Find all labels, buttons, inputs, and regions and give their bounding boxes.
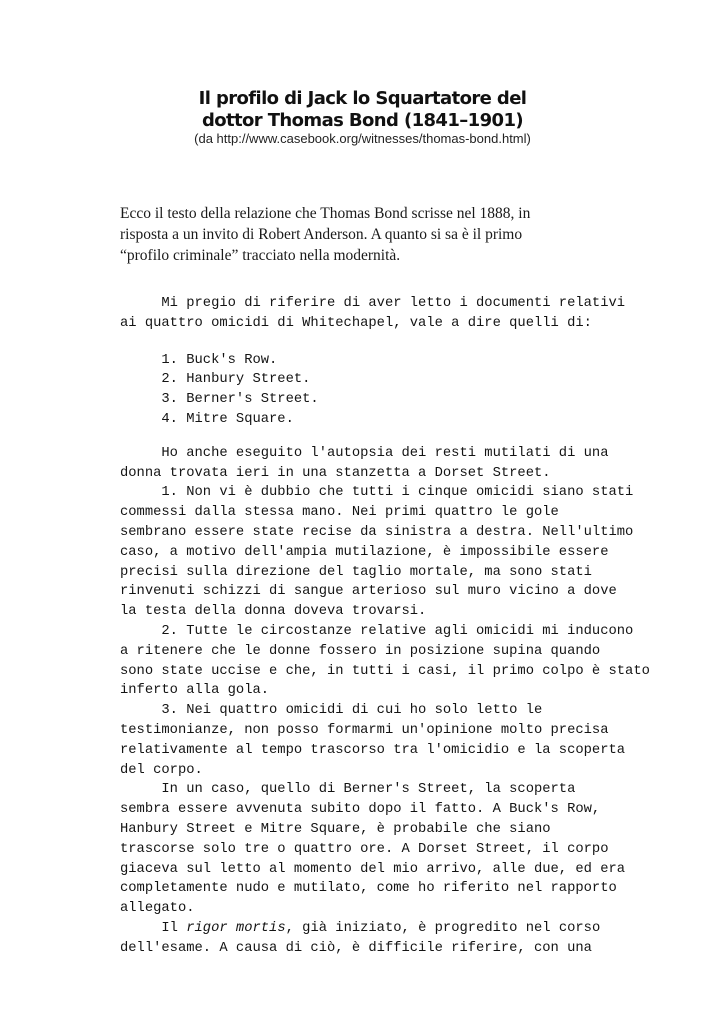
report-line: Mi pregio di riferire di aver letto i documenti relativi <box>120 296 626 311</box>
report-line: ai quattro omicidi di Whitechapel, vale a dire quelli di: <box>120 315 592 331</box>
report-line: testimonianze, non posso formarmi un'opinione molto precisa <box>120 722 609 738</box>
report-line: del corpo. <box>120 762 203 778</box>
report-line: 1. Non vi è dubbio che tutti i cinque omicidi siano stati <box>120 485 634 501</box>
report-line: sono state uccise e che, in tutti i casi, il primo colpo è stato <box>120 663 650 679</box>
report-line: sembra essere avvenuta subito dopo il fatto. A Buck's Row, <box>120 802 601 818</box>
location-list-item: 3. Berner's Street. <box>120 392 319 408</box>
report-line: giaceva sul letto al momento del mio arrivo, alle due, ed era <box>120 861 626 877</box>
report-line: 3. Nei quattro omicidi di cui ho solo letto le <box>120 703 543 719</box>
report-line: relativamente al tempo trascorso tra l'omicidio e la scoperta <box>120 742 626 758</box>
report-line: In un caso, quello di Berner's Street, la scoperta <box>120 782 576 798</box>
location-list-item: 4. Mitre Square. <box>120 411 294 427</box>
source-citation: (da http://www.casebook.org/witnesses/thomas-bond.html) <box>194 131 531 146</box>
document-title-line-1: Il profilo di Jack lo Squartatore del <box>198 88 527 109</box>
report-line: a ritenere che le donne fossero in posizione supina quando <box>120 643 601 659</box>
report-line: caso, a motivo dell'ampia mutilazione, è impossibile essere <box>120 544 609 560</box>
report-line: la testa della donna doveva trovarsi. <box>120 604 427 620</box>
report-line: completamente nudo e mutilato, come ho riferito nel rapporto <box>120 881 617 897</box>
report-line: inferto alla gola. <box>120 683 270 699</box>
report-line: sembrano essere state recise da sinistra a destra. Nell'ultimo <box>120 524 634 540</box>
report-line: dell'esame. A causa di ciò, è difficile riferire, con una <box>120 940 592 956</box>
intro-line: “profilo criminale” tracciato nella modernità. <box>120 247 401 264</box>
report-line: 2. Tutte le circostanze relative agli omicidi mi inducono <box>120 623 634 639</box>
document-title-line-2: dottor Thomas Bond (1841–1901) <box>201 110 523 131</box>
report-line: donna trovata ieri in una stanzetta a Dorset Street. <box>120 465 551 481</box>
report-line: allegato. <box>120 901 195 917</box>
rigor-prefix: Il <box>120 920 187 936</box>
rigor-mortis-italic: rigor mortis <box>186 920 286 936</box>
intro-line: risposta a un invito di Robert Anderson. A quanto si sa è il primo <box>120 226 523 243</box>
location-list-item: 2. Hanbury Street. <box>120 372 311 388</box>
report-line: precisi sulla direzione del taglio mortale, ma sono stati <box>120 564 592 580</box>
report-line: Ho anche eseguito l'autopsia dei resti mutilati di una <box>120 445 609 461</box>
report-line: Hanbury Street e Mitre Square, è probabile che siano <box>120 821 551 837</box>
intro-line: Ecco il testo della relazione che Thomas Bond scrisse nel 1888, in <box>120 205 531 222</box>
report-line: rinvenuti schizzi di sangue arterioso sul muro vicino a dove <box>120 584 617 600</box>
report-line: trascorse solo tre o quattro ore. A Dorset Street, il corpo <box>120 841 609 857</box>
location-list-item: 1. Buck's Row. <box>120 352 278 368</box>
intro-paragraph <box>120 203 606 266</box>
report-body <box>120 294 650 959</box>
rigor-mortis-line <box>120 919 606 939</box>
rigor-suffix: , già iniziato, è progredito nel corso <box>285 920 601 936</box>
report-line: commessi dalla stessa mano. Nei primi quattro le gole <box>120 505 559 521</box>
